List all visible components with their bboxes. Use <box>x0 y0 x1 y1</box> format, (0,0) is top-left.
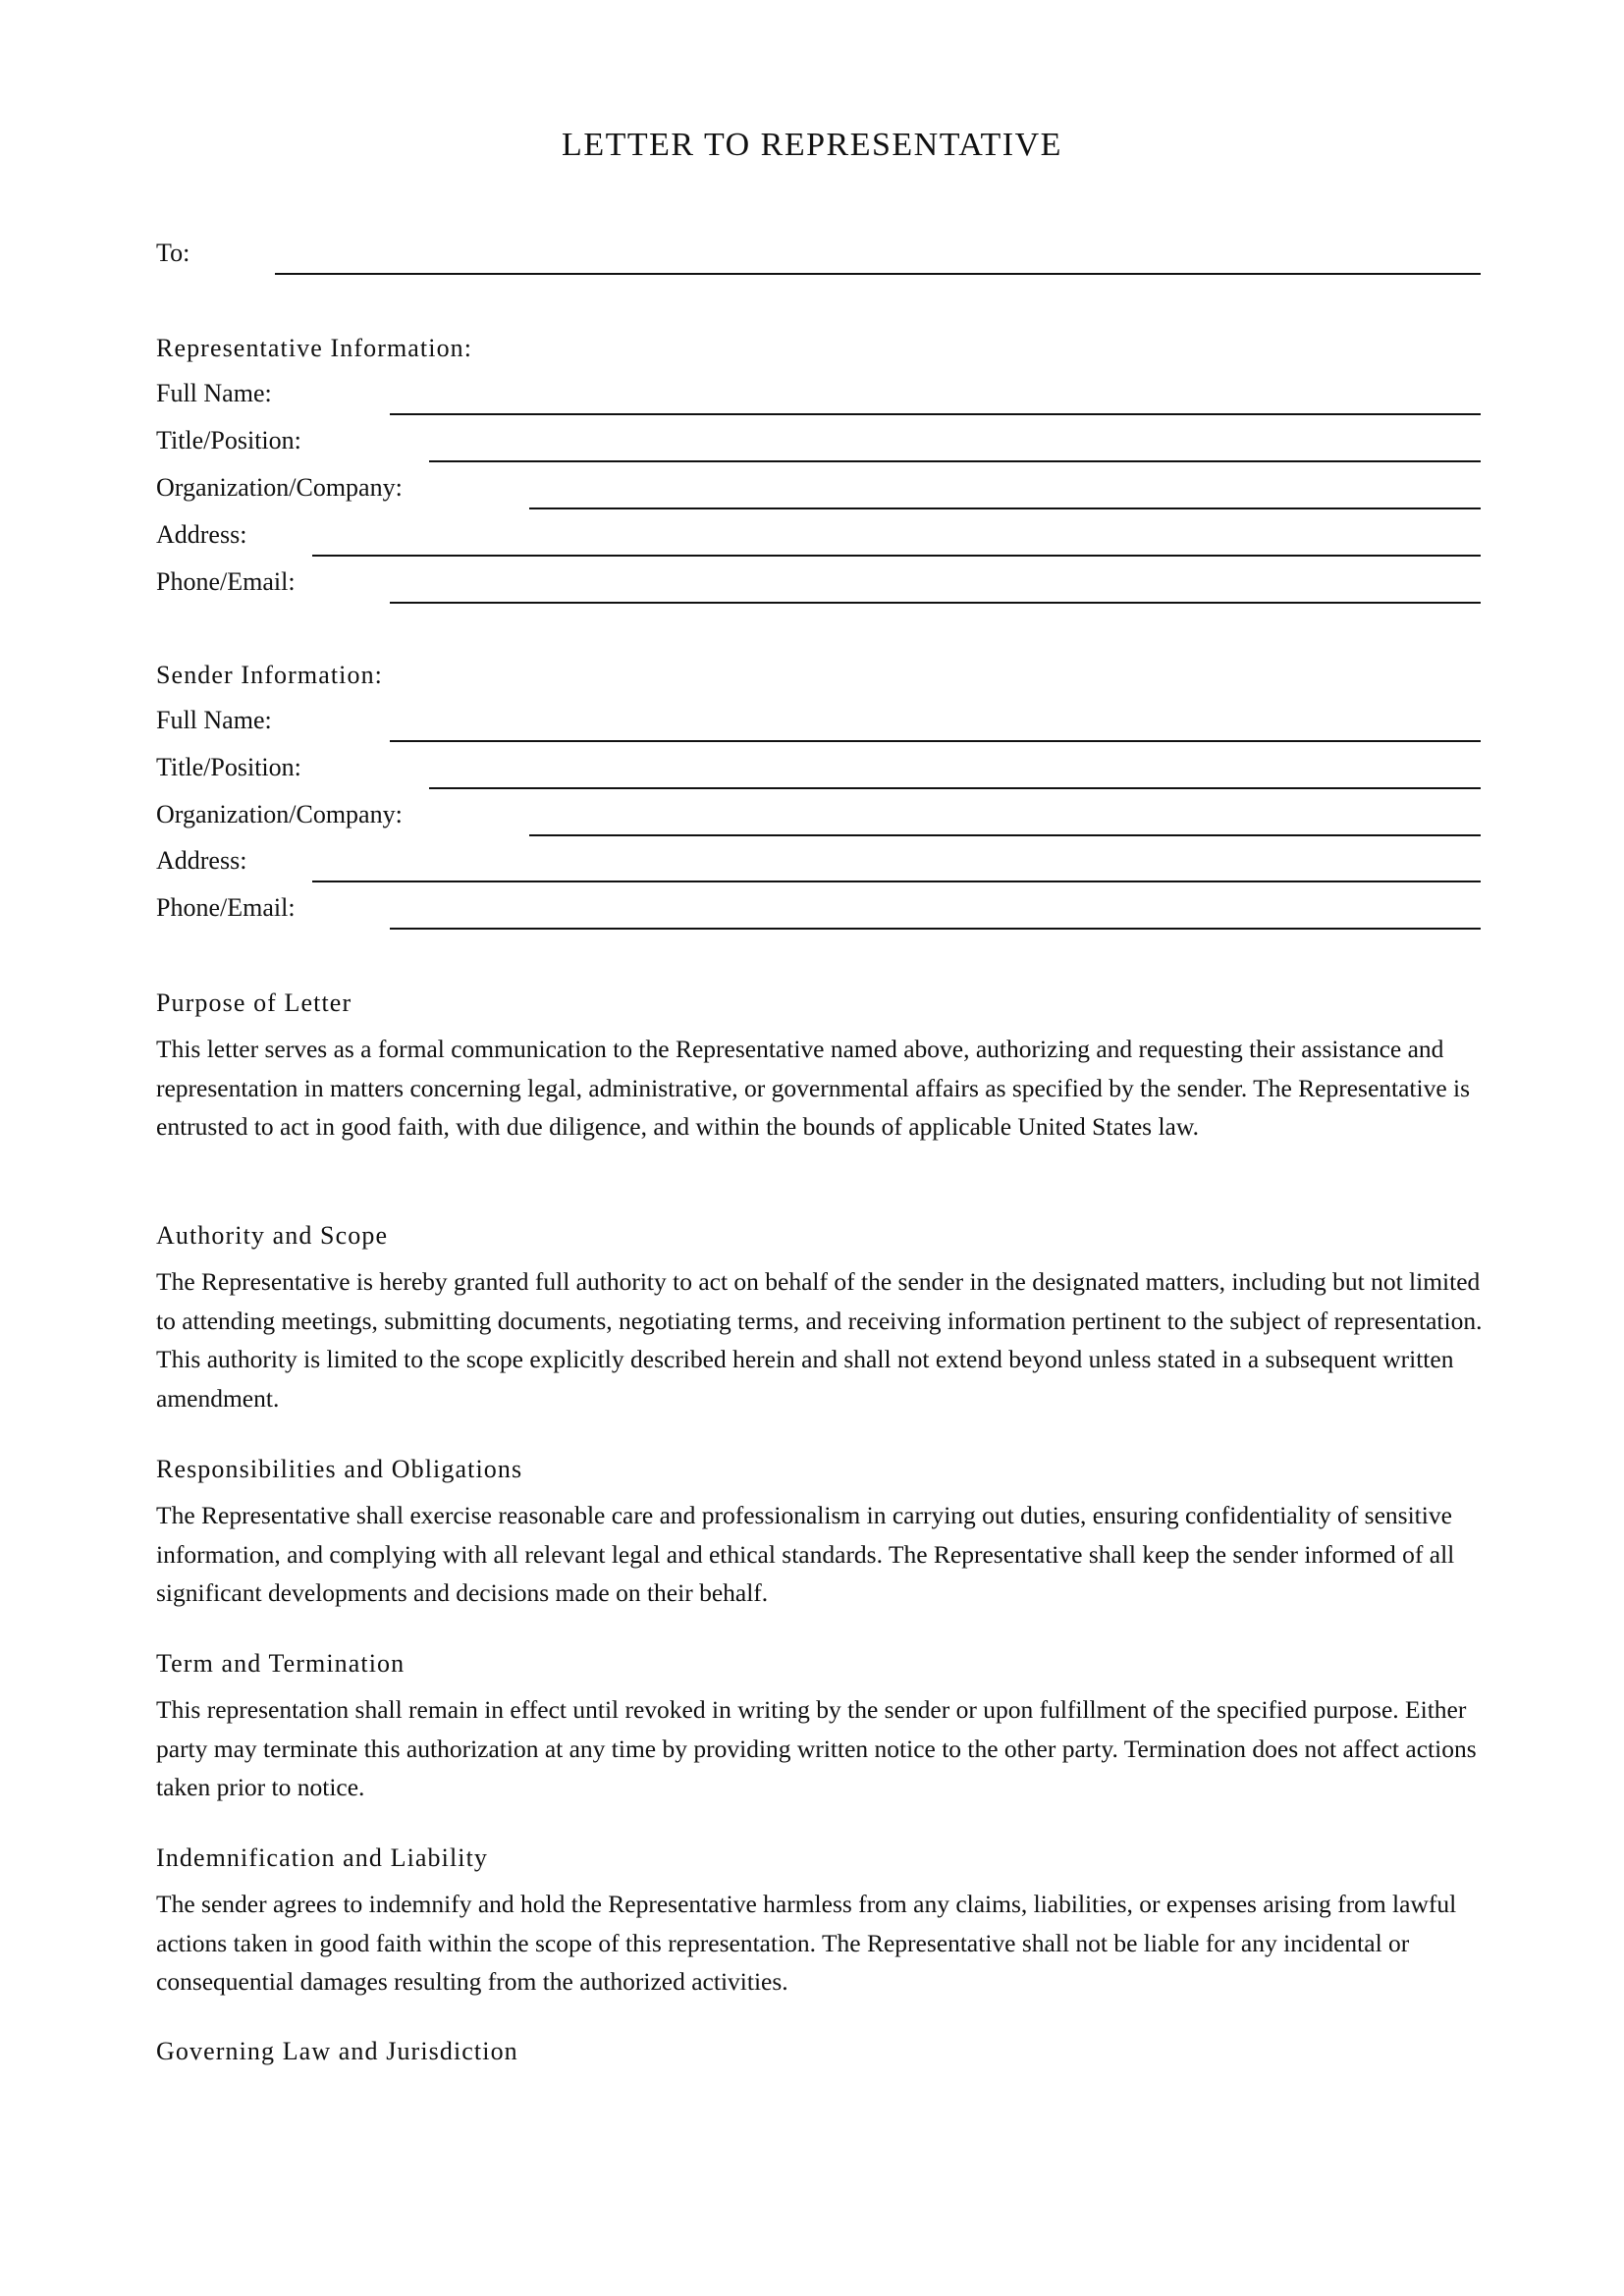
responsibilities-heading: Responsibilities and Obligations <box>156 1455 523 1483</box>
rep-address-line[interactable] <box>312 555 1481 557</box>
rep-title-field <box>156 419 1481 462</box>
sender-info-heading: Sender Information: <box>156 661 384 689</box>
representative-info-heading: Representative Information: <box>156 334 473 362</box>
rep-full-name-line[interactable] <box>390 413 1481 415</box>
sender-organization-label: Organization/Company: <box>156 800 403 828</box>
indemnification-body: The sender agrees to indemnify and hold the Representative harmless from any claims, liabilities, or expenses arising from lawful actions taken in good faith within the scope of this representation. The Representative shall not be liable for any incidental or consequential damages resulting from the authorized activities. <box>156 1890 1457 1996</box>
rep-address-field <box>156 513 1481 557</box>
responsibilities-body: The Representative shall exercise reasonable care and professionalism in carrying out duties, ensuring confidentiality of sensitive information, and complying with all relevant legal and ethical standards. The Representative shall keep the sender informed of all significant developments and decisions made on their behalf. <box>156 1501 1455 1607</box>
sender-organization-field <box>156 793 1481 836</box>
indemnification-heading: Indemnification and Liability <box>156 1843 489 1872</box>
rep-title-line[interactable] <box>429 460 1481 462</box>
termination-heading: Term and Termination <box>156 1649 406 1678</box>
rep-address-label: Address: <box>156 520 247 549</box>
rep-contact-label: Phone/Email: <box>156 567 296 596</box>
governing-law-heading: Governing Law and Jurisdiction <box>156 2037 518 2065</box>
sender-full-name-field <box>156 699 1481 742</box>
rep-contact-field <box>156 561 1481 604</box>
document-title: LETTER TO REPRESENTATIVE <box>562 127 1062 163</box>
rep-contact-line[interactable] <box>390 602 1481 604</box>
sender-full-name-line[interactable] <box>390 740 1481 742</box>
sender-address-label: Address: <box>156 846 247 875</box>
sender-contact-field <box>156 886 1481 930</box>
rep-title-label: Title/Position: <box>156 426 301 454</box>
purpose-body: This letter serves as a formal communication to the Representative named above, authorizing and requesting their assistance and representation in matters concerning legal, administrative, or governmental affairs as specified by the sender. The Representative is entrusted to act in good faith, with due diligence, and within the bounds of applicable United States law. <box>156 1035 1471 1141</box>
rep-full-name-field <box>156 372 1481 415</box>
rep-full-name-label: Full Name: <box>156 379 272 407</box>
sender-title-field <box>156 746 1481 789</box>
sender-address-line[interactable] <box>312 881 1481 882</box>
rep-organization-field <box>156 466 1481 509</box>
to-field <box>156 232 1481 275</box>
sender-contact-line[interactable] <box>390 928 1481 930</box>
purpose-heading: Purpose of Letter <box>156 988 352 1017</box>
sender-contact-label: Phone/Email: <box>156 893 296 922</box>
authority-heading: Authority and Scope <box>156 1221 389 1250</box>
sender-title-label: Title/Position: <box>156 753 301 781</box>
sender-organization-line[interactable] <box>529 834 1481 836</box>
sender-address-field <box>156 839 1481 882</box>
to-input-line[interactable] <box>275 273 1481 275</box>
sender-full-name-label: Full Name: <box>156 706 272 734</box>
rep-organization-label: Organization/Company: <box>156 473 403 502</box>
rep-organization-line[interactable] <box>529 507 1481 509</box>
to-label: To: <box>156 239 190 267</box>
termination-body: This representation shall remain in effect until revoked in writing by the sender or upon fulfillment of the specified purpose. Either party may terminate this authorization at any time by providing written notice to the other party. Termination does not affect actions taken prior to notice. <box>156 1695 1477 1801</box>
authority-body: The Representative is hereby granted full authority to act on behalf of the sender in the designated matters, including but not limited to attending meetings, submitting documents, negotiating terms, and receiving information pertinent to the subject of representation. This authority is limited to the scope explicitly described herein and shall not extend beyond unless stated in a subsequent written amendment. <box>156 1267 1483 1413</box>
sender-title-line[interactable] <box>429 787 1481 789</box>
